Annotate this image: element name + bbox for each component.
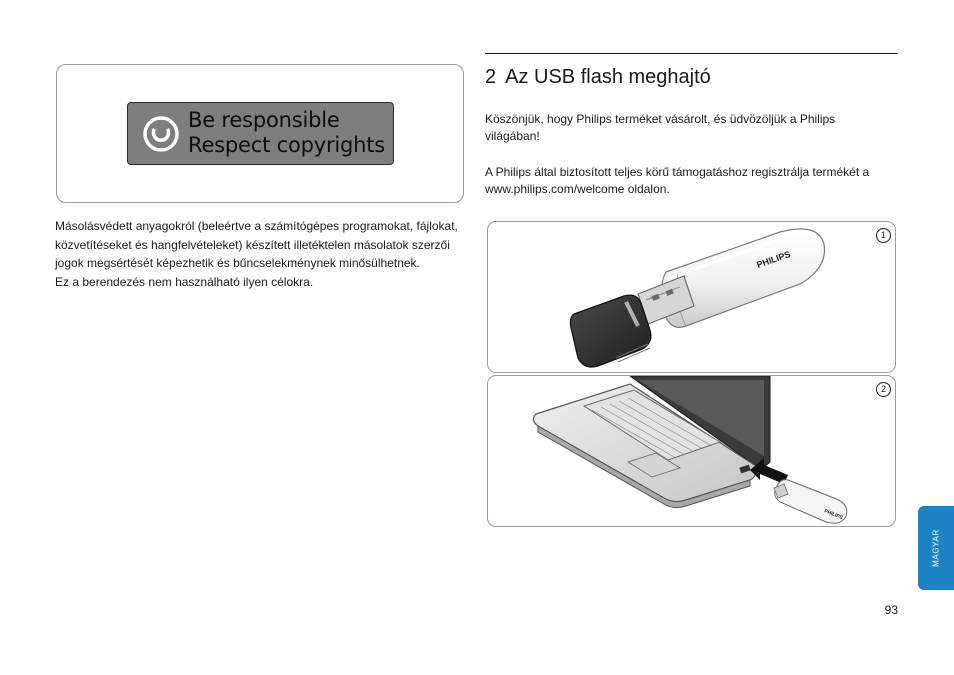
figure-laptop-insert xyxy=(487,375,896,527)
section-number: 2 xyxy=(485,66,497,88)
copyright-badge-frame xyxy=(56,64,464,203)
respect-copyright-icon xyxy=(142,115,180,153)
page-number: 93 xyxy=(884,603,898,617)
copyright-badge xyxy=(127,102,394,165)
small-usb-drive xyxy=(774,480,847,523)
copyright-paragraph-2: Ez a berendezés nem használható ilyen célokra. xyxy=(55,274,314,289)
intro-paragraph: Köszönjük, hogy Philips terméket vásárolt, és üdvözöljük a Philips világában! xyxy=(485,112,836,143)
badge-line-1: Be responsible xyxy=(188,108,340,132)
section-heading xyxy=(485,66,711,89)
badge-line-2: Respect copyrights xyxy=(188,133,386,157)
badge-text xyxy=(188,108,385,158)
support-paragraph: A Philips által biztosított teljes körű támogatáshoz regisztrálja termékét a www.philips.com/welcome oldalon. xyxy=(485,165,870,196)
usb-drive-cap xyxy=(570,295,650,367)
usb-drive-illustration xyxy=(488,222,896,373)
figure-1-number: 1 xyxy=(876,228,891,243)
copyright-paragraph-1: Másolásvédett anyagokról (beleértve a számítógépes programokat, fájlokat, közvetítéseket és hangfelvételeket) készített illetéktelen másolatok szerzői jogok megsértését képezhetik és bűncselekménynek minősülhetnek. xyxy=(55,219,458,270)
section-divider xyxy=(485,53,898,54)
drive-brand-label: PHILIPS xyxy=(755,249,792,270)
figure-usb-drive xyxy=(487,221,896,373)
language-tab xyxy=(918,506,954,590)
small-drive-brand-label: PHILIPS xyxy=(823,508,844,522)
figure-2-number: 2 xyxy=(876,382,891,397)
section-title: Az USB flash meghajtó xyxy=(505,66,711,88)
usb-drive-body xyxy=(661,229,824,328)
copyright-notice xyxy=(55,217,475,291)
language-tab-label: MAGYAR xyxy=(931,529,941,567)
laptop-illustration xyxy=(488,376,896,527)
